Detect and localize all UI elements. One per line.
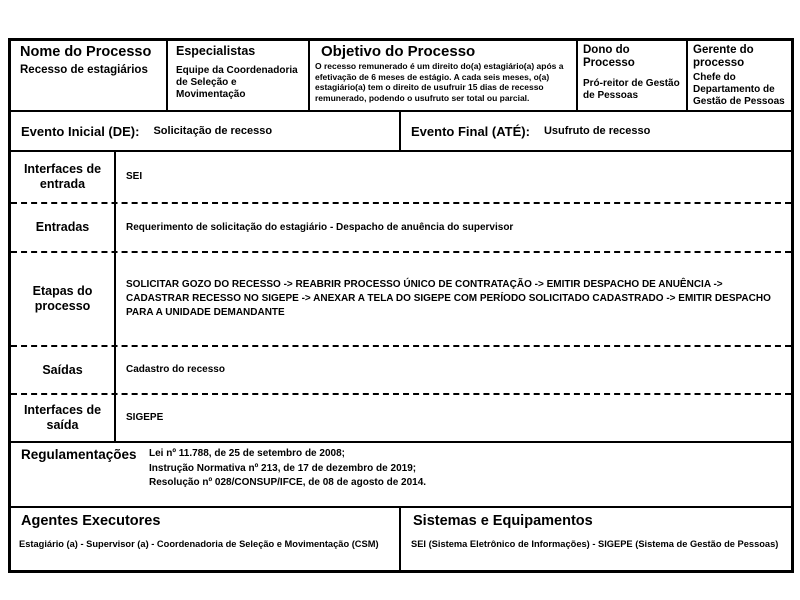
inputs-label: Entradas [11,204,116,251]
regulation-item: Lei nº 11.788, de 25 de setembro de 2008; [149,448,345,459]
objective-title: Objetivo do Processo [321,43,476,60]
regulation-item: Resolução nº 028/CONSUP/IFCE, de 08 de agosto de 2014. [149,477,427,488]
output-interfaces-row [11,393,791,441]
initial-event-label: Evento Inicial (DE): [21,123,140,139]
executing-agents-cell [11,508,401,570]
regulation-item: Instrução Normativa nº 213, de 17 de dezembro de 2019; [149,462,417,474]
final-event-value: Usufruto de recesso [543,125,651,137]
outputs-label: Saídas [11,347,116,393]
footer-row [11,506,791,570]
final-event-label: Evento Final (ATÉ): [411,123,530,139]
systems-equipment-cell [401,508,791,570]
process-name-title: Nome do Processo [20,44,152,60]
header-row [11,41,791,110]
inputs-value: Requerimento de solicitação do estagiário - Despacho de anuência do supervisor [126,221,514,233]
executing-agents-value: Estagiário (a) - Supervisor (a) - Coordenadoria de Seleção e Movimentação (CSM) [19,539,379,549]
process-owner-cell [578,41,688,110]
events-row [11,110,791,150]
process-steps-row [11,251,791,345]
output-interfaces-value: SIGEPE [126,412,164,423]
process-name-cell [11,41,168,110]
objective-value: O recesso remunerado é um direito do(a) estagiário(a) após a efetivação de 6 meses de estágio. A cada seis meses, o(a) estagiário(a) tem o direito de usufruir 15 dias de recesso remunerado, podendo o usufruto ser total ou parcial. [315,61,564,103]
objective-cell [310,41,578,110]
systems-equipment-value: SEI (Sistema Eletrônico de Informações) - SIGEPE (Sistema de Gestão de Pessoas) [411,539,779,549]
process-manager-value: Chefe do Departamento de Gestão de Pessoas [693,72,785,107]
process-name-value: Recesso de estagiários [20,64,148,76]
regulations-label: Regulamentações [21,447,137,462]
final-event-cell [401,112,791,150]
specialists-title: Especialistas [176,44,256,58]
outputs-row [11,345,791,393]
process-table [8,38,794,573]
input-interfaces-row [11,150,791,202]
output-interfaces-label: Interfaces de saída [11,395,116,441]
input-interfaces-label: Interfaces de entrada [11,152,116,202]
regulations-row [11,441,791,506]
initial-event-cell [11,112,401,150]
regulations-list [143,447,426,506]
process-owner-value: Pró-reitor de Gestão de Pessoas [583,78,680,101]
outputs-value: Cadastro do recesso [126,364,225,375]
process-manager-cell [688,41,791,110]
process-manager-title: Gerente do processo [693,44,754,69]
initial-event-value: Solicitação de recesso [153,125,273,137]
process-steps-label: Etapas do processo [11,253,116,345]
process-owner-title: Dono do Processo [583,44,635,69]
inputs-row [11,202,791,251]
process-steps-value: SOLICITAR GOZO DO RECESSO -> REABRIR PROCESSO ÚNICO DE CONTRATAÇÃO -> EMITIR DESPACHO DE ANUÊNCIA -> CADASTRAR RECESSO NO SIGEPE -> ANEXAR A TELA DO SIGEPE COM PERÍODO SOLICITADO CADASTRADO -> EMITIR DESPACHO PARA A UNIDADE DEMANDANTE [126,279,771,318]
specialists-cell [168,41,310,110]
executing-agents-title: Agentes Executores [21,513,161,529]
systems-equipment-title: Sistemas e Equipamentos [413,513,593,529]
specialists-value: Equipe da Coordenadoria de Seleção e Movimentação [176,65,298,100]
input-interfaces-value: SEI [126,171,143,182]
